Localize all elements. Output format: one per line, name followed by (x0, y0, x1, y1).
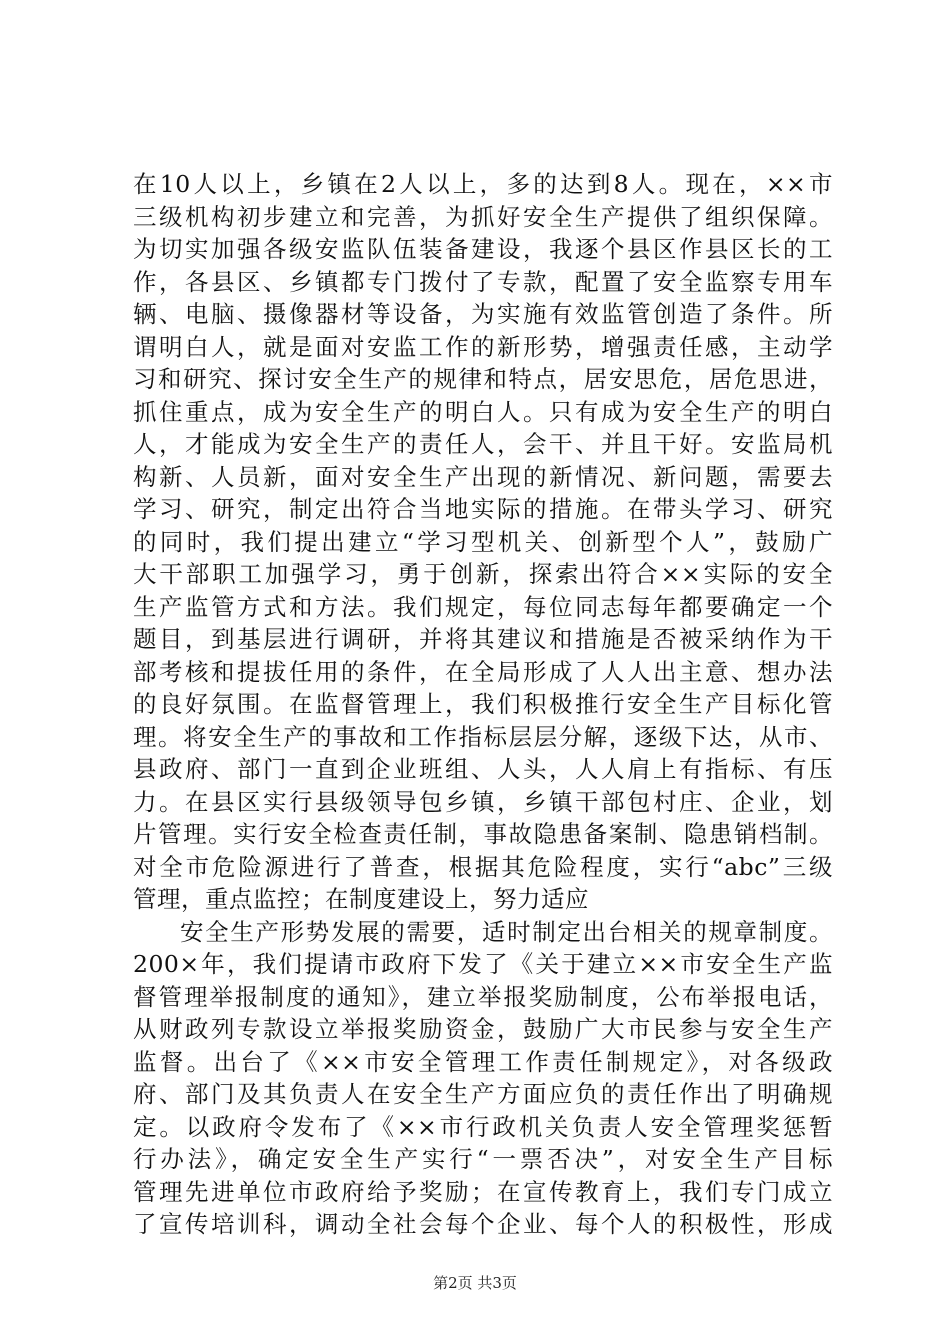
text-line: 学习、研究，制定出符合当地实际的措施。在带头学习、研究 (133, 495, 833, 523)
text-line: 片管理。实行安全检查责任制，事故隐患备案制、隐患销档制。 (133, 820, 833, 848)
text-line: 管理，重点监控；在制度建设上，努力适应 (133, 885, 589, 913)
text-line: 生产监管方式和方法。我们规定，每位同志每年都要确定一个 (133, 592, 833, 621)
text-line: 安全生产形势发展的需要，适时制定出台相关的规章制度。 (180, 917, 833, 946)
text-line: 定。以政府令发布了《××市行政机关负责人安全管理奖惩暂 (133, 1112, 833, 1141)
text-line: 的良好氛围。在监督管理上，我们积极推行安全生产目标化管 (133, 690, 833, 718)
text-line: 在10人以上，乡镇在2人以上，多的达到8人。现在，××市 (133, 170, 833, 198)
text-line: 了宣传培训科，调动全社会每个企业、每个人的积极性，形成 (133, 1210, 833, 1238)
text-line: 督管理举报制度的通知》，建立举报奖励制度，公布举报电话， (133, 982, 833, 1011)
text-line: 对全市危险源进行了普查，根据其危险程度，实行“abc”三级 (133, 852, 833, 881)
page-footer (0, 1272, 950, 1293)
text-line: 理。将安全生产的事故和工作指标层层分解，逐级下达，从市、 (133, 722, 833, 751)
text-line: 为切实加强各级安监队伍装备建设，我逐个县区作县区长的工 (133, 235, 833, 263)
text-line: 力。在县区实行县级领导包乡镇，乡镇干部包村庄、企业，划 (133, 787, 833, 816)
page-number: 第2页 共3页 (433, 1274, 517, 1292)
text-line: 习和研究、探讨安全生产的规律和特点，居安思危，居危思进， (133, 365, 833, 393)
text-line: 谓明白人，就是面对安监工作的新形势，增强责任感，主动学 (133, 332, 833, 361)
text-line: 监督。出台了《××市安全管理工作责任制规定》，对各级政 (133, 1047, 833, 1076)
text-line: 管理先进单位市政府给予奖励；在宣传教育上，我们专门成立 (133, 1177, 833, 1206)
text-line: 府、部门及其负责人在安全生产方面应负的责任作出了明确规 (133, 1080, 833, 1108)
text-line: 大干部职工加强学习，勇于创新，探索出符合××实际的安全 (133, 560, 833, 588)
paragraph-1 (133, 168, 833, 916)
text-line: 三级机构初步建立和完善，为抓好安全生产提供了组织保障。 (133, 202, 833, 231)
text-line: 作，各县区、乡镇都专门拨付了专款，配置了安全监察专用车 (133, 267, 833, 296)
text-line: 构新、人员新，面对安全生产出现的新情况、新问题，需要去 (133, 462, 833, 491)
text-line: 人，才能成为安全生产的责任人，会干、并且干好。安监局机 (133, 430, 833, 458)
text-line: 题目，到基层进行调研，并将其建议和措施是否被采纳作为干 (133, 625, 833, 653)
text-line: 部考核和提拔任用的条件，在全局形成了人人出主意、想办法 (133, 657, 833, 686)
text-line: 的同时，我们提出建立“学习型机关、创新型个人”，鼓励广 (133, 527, 833, 556)
text-line: 辆、电脑、摄像器材等设备，为实施有效监管创造了条件。所 (133, 300, 833, 328)
text-line: 200×年，我们提请市政府下发了《关于建立××市安全生产监 (133, 950, 833, 978)
text-line: 从财政列专款设立举报奖励资金，鼓励广大市民参与安全生产 (133, 1015, 833, 1043)
body-text (133, 168, 833, 1241)
text-line: 行办法》，确定安全生产实行“一票否决”，对安全生产目标 (133, 1145, 833, 1173)
paragraph-2 (133, 916, 833, 1241)
text-line: 县政府、部门一直到企业班组、人头，人人肩上有指标、有压 (133, 755, 833, 783)
text-line: 抓住重点，成为安全生产的明白人。只有成为安全生产的明白 (133, 397, 833, 426)
